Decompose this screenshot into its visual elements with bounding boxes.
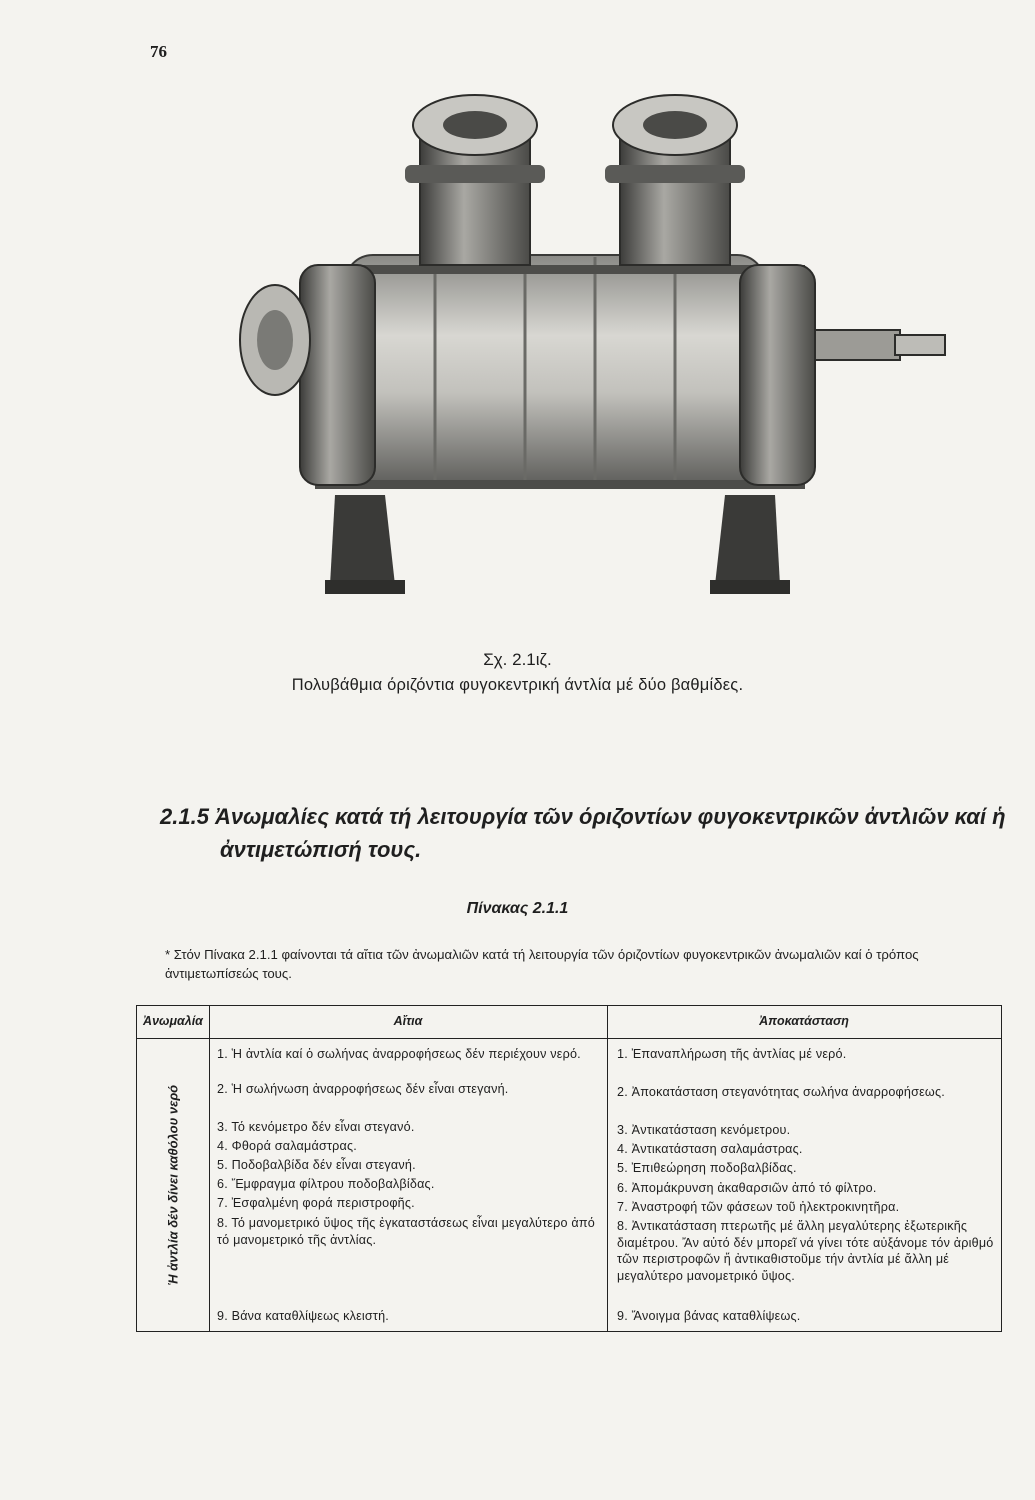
- section-title-line2: ἀντιμετώπισή τους.: [220, 837, 422, 862]
- remedy-item: 2. Ἀποκατάσταση στεγανότητας σωλήνα ἀναρροφήσεως.: [617, 1085, 945, 1099]
- section-number: 2.1.5: [160, 804, 209, 829]
- remedy-item: 5. Ἐπιθεώρηση ποδοβαλβίδας.: [617, 1161, 797, 1175]
- remedy-item: 6. Ἀπομάκρυνση ἀκαθαρσιῶν ἀπό τό φίλτρο.: [617, 1181, 877, 1195]
- figure-label: Σχ. 2.1ιζ.: [483, 650, 552, 669]
- header-anomaly: Ἀνωμαλία: [143, 1014, 203, 1028]
- cause-item: 4. Φθορά σαλαμάστρας.: [217, 1139, 357, 1153]
- section-heading: [160, 800, 1020, 866]
- remedy-item: 4. Ἀντικατάσταση σαλαμάστρας.: [617, 1142, 803, 1156]
- pump-photo: [235, 85, 955, 630]
- anomaly-cell: [139, 1040, 207, 1330]
- remedy-item: 9. Ἄνοιγμα βάνας καταθλίψεως.: [617, 1309, 801, 1323]
- header-remedy: Ἀποκατάσταση: [759, 1014, 849, 1028]
- remedy-item: 3. Ἀντικατάσταση κενόμετρου.: [617, 1123, 791, 1137]
- table-note: * Στόν Πίνακα 2.1.1 φαίνονται τά αἴτια τῶν ἀνωμαλιῶν κατά τή λειτουργία τῶν όριζοντίων φυγοκεντρικῶν ἀνωμαλιῶν καί ὁ τρόπος ἀντιμετωπίσεώς τους.: [165, 947, 919, 981]
- section-title-line1: Ἀνωμαλίες κατά τή λειτουργία τῶν όριζοντίων φυγοκεντρικῶν ἀντλιῶν καί ἡ: [214, 804, 1006, 829]
- cause-item: 5. Ποδοβαλβίδα δέν εἶναι στεγανή.: [217, 1158, 416, 1172]
- pump-illustration: [235, 85, 955, 630]
- table-title: Πίνακας 2.1.1: [466, 900, 569, 917]
- cause-item: 8. Τό μανομετρικό ὕψος τῆς ἐγκαταστάσεως εἶναι μεγαλύτερο ἀπό τό μανομετρικό τῆς ἀντλίας.: [217, 1216, 595, 1247]
- header-causes: Αἴτια: [393, 1014, 423, 1028]
- remedy-item: 7. Ἀναστροφή τῶν φάσεων τοῦ ἠλεκτροκινητῆρα.: [617, 1200, 900, 1214]
- remedy-item: 8. Ἀντικατάσταση πτερωτῆς μέ ἄλλη μεγαλύτερης ἐξωτερικῆς διαμέτρου. Ἄν αὐτό δέν μπορεῖ νά γίνει τότε αὐξάνομε τόν ἀριθμό τῶν περιστροφῶν ἤ ἀντικαθιστοῦμε τήν ἀντλία μέ ἄλλη μέ μεγαλύτερο μανομετρικό ὕψος.: [617, 1219, 994, 1283]
- column-divider: [209, 1006, 210, 1331]
- column-divider: [607, 1006, 608, 1331]
- page-number: 76: [150, 42, 167, 61]
- anomaly-label: Ἡ ἀντλία δέν δίνει καθόλου νερό: [165, 1084, 181, 1286]
- cause-item: 2. Ἡ σωλήνωση ἀναρροφήσεως δέν εἶναι στεγανή.: [217, 1082, 509, 1096]
- remedy-item: 1. Ἐπαναπλήρωση τῆς ἀντλίας μέ νερό.: [617, 1047, 847, 1061]
- cause-item: 9. Βάνα καταθλίψεως κλειστή.: [217, 1309, 389, 1323]
- cause-item: 3. Τό κενόμετρο δέν εἶναι στεγανό.: [217, 1120, 415, 1134]
- cause-item: 6. Ἔμφραγμα φίλτρου ποδοβαλβίδας.: [217, 1177, 435, 1191]
- troubleshooting-table: [136, 1005, 1002, 1332]
- cause-item: 1. Ἡ ἀντλία καί ὁ σωλήνας ἀναρροφήσεως δέν περιέχουν νερό.: [217, 1047, 581, 1061]
- figure-caption: Πολυβάθμια όριζόντια φυγοκεντρική άντλία μέ δύο βαθμίδες.: [291, 676, 744, 694]
- cause-item: 7. Ἐσφαλμένη φορά περιστροφῆς.: [217, 1196, 415, 1210]
